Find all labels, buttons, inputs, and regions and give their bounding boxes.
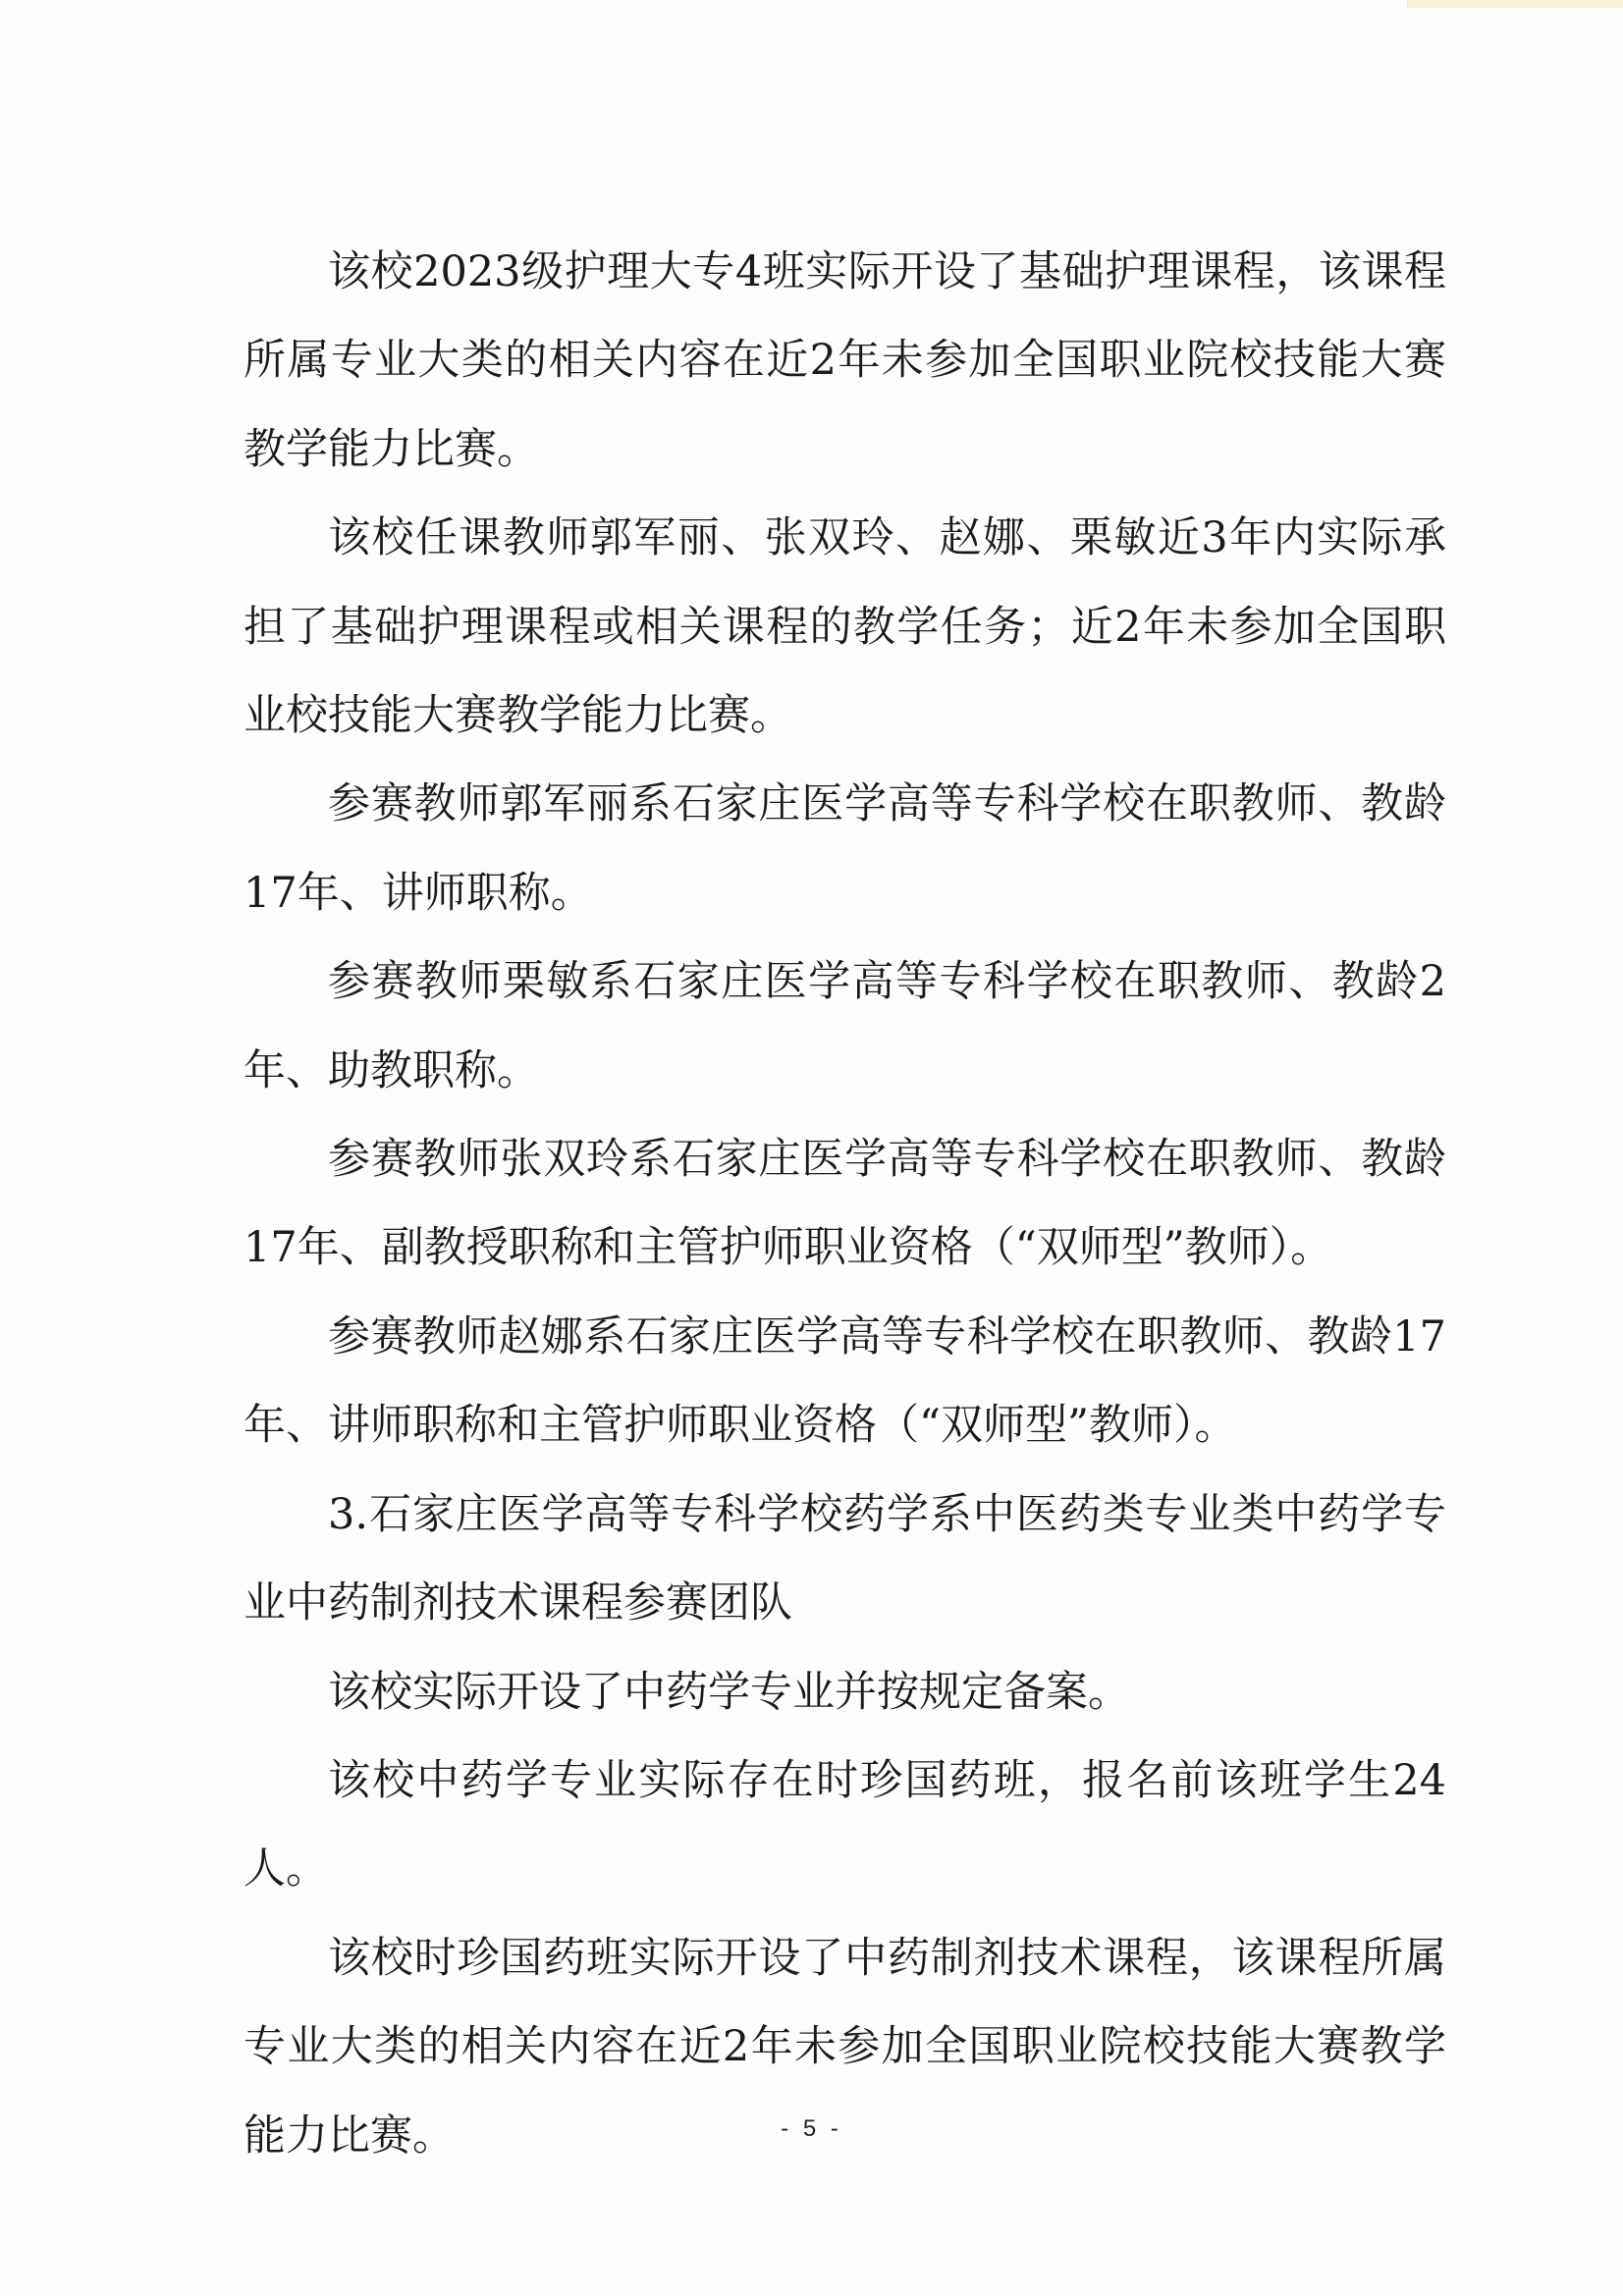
paragraph-major-filed: 该校实际开设了中药学专业并按规定备案。 <box>328 1667 1130 1717</box>
scan-edge-mark <box>1407 0 1623 8</box>
section-heading-pharmacy-team: 3.石家庄医学高等专科学校药学系中医药类专业类中药学专业中药制剂技术课程参赛团队 <box>243 1489 1446 1629</box>
paragraph-teachers-duty: 该校任课教师郭军丽、张双玲、赵娜、栗敏近3年内实际承担了基础护理课程或相关课程的教学任务；近2年未参加全国职业校技能大赛教学能力比赛。 <box>243 513 1446 741</box>
paragraph-class-students: 该校中药学专业实际存在时珍国药班，报名前该班学生24人。 <box>243 1755 1446 1895</box>
paragraph-teacher-guo: 参赛教师郭军丽系石家庄医学高等专科学校在职教师、教龄17年、讲师职称。 <box>243 779 1446 918</box>
paragraph-course-setup: 该校2023级护理大专4班实际开设了基础护理课程，该课程所属专业大类的相关内容在近2年未参加全国职业院校技能大赛教学能力比赛。 <box>243 247 1446 474</box>
document-body <box>243 228 1446 2180</box>
paragraph-pharmacy-course: 该校时珍国药班实际开设了中药制剂技术课程，该课程所属专业大类的相关内容在近2年未参加全国职业院校技能大赛教学能力比赛。 <box>243 1933 1446 2161</box>
paragraph-teacher-li: 参赛教师栗敏系石家庄医学高等专科学校在职教师、教龄2年、助教职称。 <box>243 957 1446 1095</box>
paragraph-teacher-zhang: 参赛教师张双玲系石家庄医学高等专科学校在职教师、教龄17年、副教授职称和主管护师职业资格（“双师型”教师）。 <box>243 1135 1446 1273</box>
paragraph-teacher-zhao: 参赛教师赵娜系石家庄医学高等专科学校在职教师、教龄17年、讲师职称和主管护师职业资格（“双师型”教师）。 <box>243 1311 1446 1451</box>
page-number: - 5 - <box>781 2115 842 2142</box>
